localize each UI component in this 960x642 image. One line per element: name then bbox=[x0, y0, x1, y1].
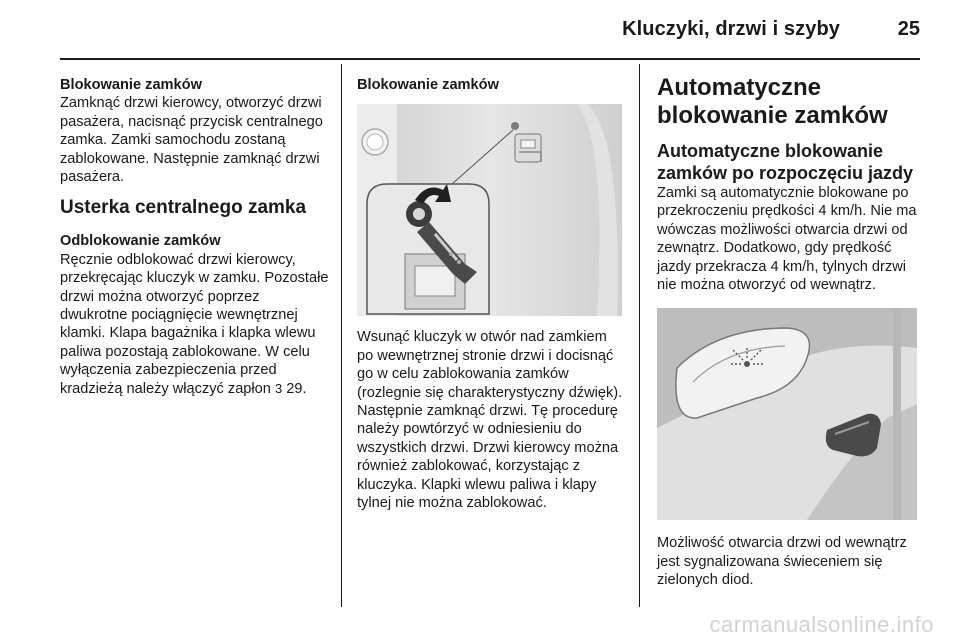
heading-central-lock-fault: Usterka centralnego zamka bbox=[60, 197, 307, 219]
paragraph-lock: Zamknąć drzwi kierowcy, otworzyć drzwi pasażera, nacisnąć przycisk centralnego zamka. Zamki samochodu zostaną zablokowane. Następnie zamknąć drzwi pasażera. bbox=[60, 95, 323, 186]
paragraph-automatic-locking: Zamki są automatycznie blokowane po przekroczeniu prędkości 4 km/h. Nie ma wówczas możliwości otwarcia drzwi od zewnątrz. Dodatkowo, gdy prędkość jazdy przekracza 4 km/h, tylnych drzwi nie można otworzyć od wewnątrz. bbox=[657, 185, 917, 294]
door-handle-illustration bbox=[657, 308, 917, 520]
column-divider-2 bbox=[639, 64, 640, 607]
figure-key-in-door-lock bbox=[357, 104, 622, 316]
page-number: 25 bbox=[897, 18, 920, 40]
heading-lock: Blokowanie zamków bbox=[60, 77, 202, 93]
heading-automatic-locking: Automatyczne blokowanie zamków bbox=[657, 74, 888, 129]
column-1 bbox=[60, 76, 330, 398]
page-reference-icon: 3 bbox=[274, 380, 283, 396]
header-divider bbox=[60, 58, 920, 60]
key-lock-illustration bbox=[357, 104, 622, 316]
column-2 bbox=[357, 76, 625, 512]
page-reference[interactable]: 29. bbox=[286, 380, 307, 397]
paragraph-unlock-text: Ręcznie odblokować drzwi kierowcy, przekręcając kluczyk w zamku. Pozostałe drzwi można otworzyć poprzez dwukrotne pociągnięcie wewnętrznej klamki. Klapa bagażnika i klapka wlewu paliwa pozostają zablokowane. W celu wyłączenia zabezpieczenia przed kradzieżą należy włączyć zapłon bbox=[60, 251, 329, 397]
page-header-title: Kluczyki, drzwi i szyby bbox=[622, 18, 840, 40]
paragraph-caption-led: Możliwość otwarcia drzwi od wewnątrz jest sygnalizowana świeceniem się zielonych diod. bbox=[657, 535, 907, 589]
paragraph-manual-lock: Wsunąć kluczyk w otwór nad zamkiem po wewnętrznej stronie drzwi i docisnąć go w celu zablokowania zamków (rozlegnie się charakterystyczny dźwięk). Następnie zamknąć drzwi. Tę procedurę należy powtórzyć w odniesieniu do wszystkich drzwi. Drzwi kierowcy można również zablokować, korzystając z kluczyka. Klapki wlewu paliwa i klapy tylnej nie można zablokować. bbox=[357, 329, 623, 512]
paragraph-unlock bbox=[60, 251, 330, 398]
watermark: carmanualsonline.info bbox=[709, 612, 934, 637]
column-3 bbox=[657, 76, 927, 590]
heading-automatic-locking-drive: Automatyczne blokowanie zamków po rozpoczęciu jazdy bbox=[657, 141, 914, 183]
heading-lock-manual: Blokowanie zamków bbox=[357, 77, 499, 93]
heading-unlock: Odblokowanie zamków bbox=[60, 233, 221, 250]
figure-door-handle-led bbox=[657, 308, 917, 520]
column-divider-1 bbox=[341, 64, 342, 607]
